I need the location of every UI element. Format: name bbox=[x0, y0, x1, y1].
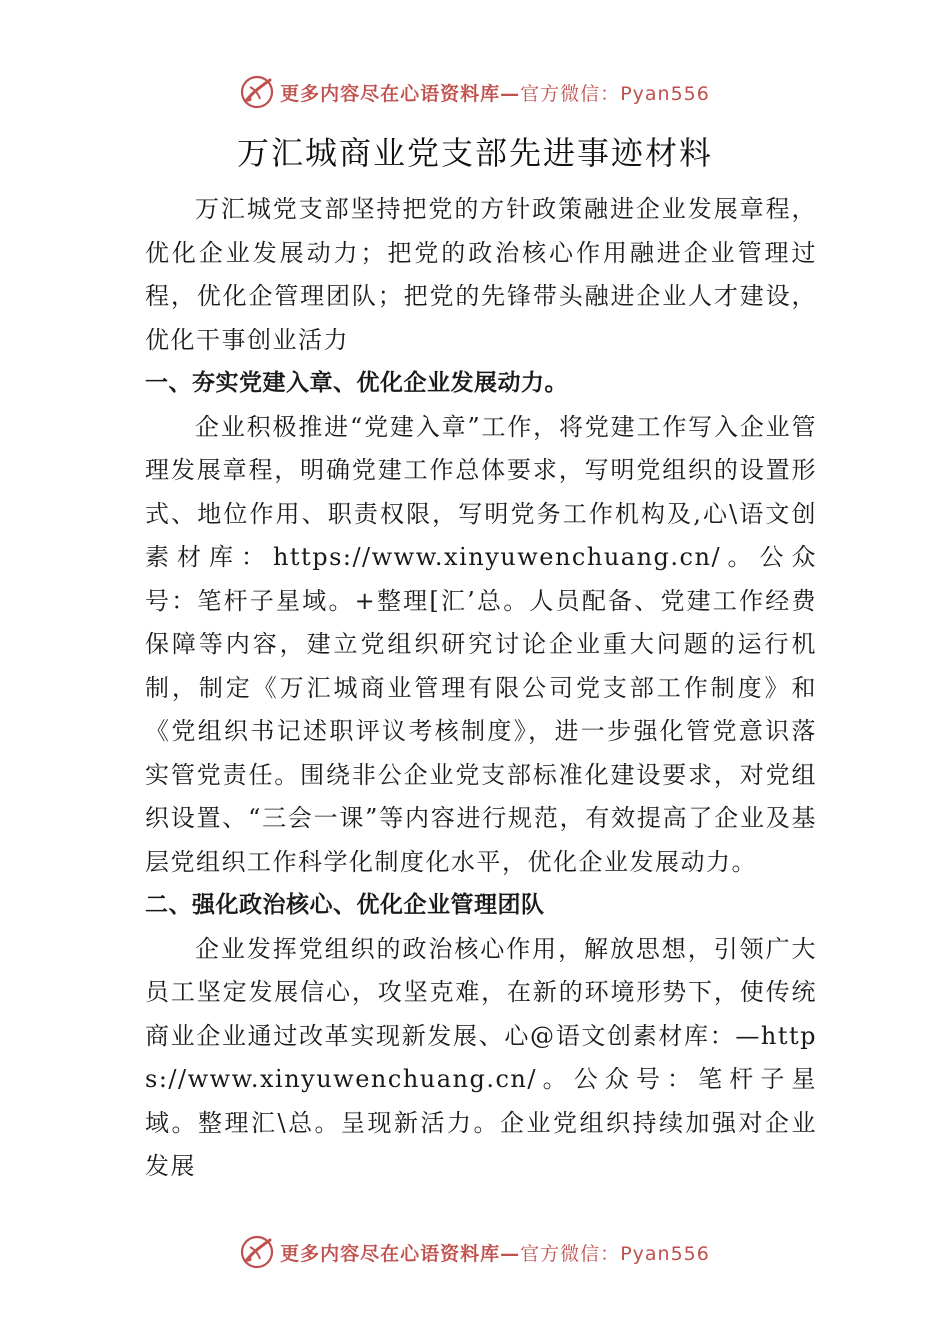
wechat-id: Pyan556 bbox=[620, 82, 710, 105]
wechat-id: Pyan556 bbox=[620, 1242, 710, 1265]
banner-text bbox=[280, 1239, 710, 1266]
header-banner bbox=[0, 72, 950, 112]
wechat-label: 官方微信： bbox=[520, 82, 621, 105]
section1-body: 企业积极推进“党建入章”工作，将党建工作写入企业管理发展章程，明确党建工作总体要求，写明党组织的设置形式、地位作用、职责权限，写明党务工作机构及,心\语文创素材库：https://www.xinyuwenchuang.cn/。公众号：笔杆子星域。+整理[汇’总。人员配备、党建工作经费保障等内容，建立党组织研究讨论企业重大问题的运行机制，制定《万汇城商业管理有限公司党支部工作制度》和《党组织书记述职评议考核制度》，进一步强化管党意识落实管党责任。围绕非公企业党支部标准化建设要求，对党组织设置、“三会一课”等内容进行规范，有效提高了企业及基层党组织工作科学化制度化水平，优化企业发展动力。 bbox=[145, 412, 817, 876]
section1-heading: 一、夯实党建入章、优化企业发展动力。 bbox=[145, 370, 568, 396]
wechat-label: 官方微信： bbox=[520, 1242, 621, 1265]
footer-banner bbox=[0, 1232, 950, 1272]
pen-logo-icon bbox=[240, 1235, 274, 1269]
document-body bbox=[145, 188, 817, 1189]
section2-heading: 二、强化政治核心、优化企业管理团队 bbox=[145, 892, 545, 918]
section2-body: 企业发挥党组织的政治核心作用，解放思想，引领广大员工坚定发展信心，攻坚克难，在新的环境形势下，使传统商业企业通过改革实现新发展、心@语文创素材库：—https://www.xinyuwenchuang.cn/。公众号：笔杆子星域。整理汇\总。呈现新活力。企业党组织持续加强对企业发展 bbox=[145, 934, 817, 1180]
pen-logo-icon bbox=[240, 75, 274, 109]
document-title: 万汇城商业党支部先进事迹材料 bbox=[236, 134, 713, 172]
banner-text bbox=[280, 79, 710, 106]
brand-text: 更多内容尽在心语资料库 bbox=[280, 1242, 501, 1265]
brand-text: 更多内容尽在心语资料库 bbox=[280, 82, 501, 105]
intro-paragraph: 万汇城党支部坚持把党的方针政策融进企业发展章程，优化企业发展动力；把党的政治核心作用融进企业管理过程，优化企管理团队；把党的先锋带头融进企业人才建设，优化干事创业活力 bbox=[145, 195, 817, 354]
banner-dash: — bbox=[500, 1242, 521, 1265]
banner-dash: — bbox=[500, 82, 521, 105]
